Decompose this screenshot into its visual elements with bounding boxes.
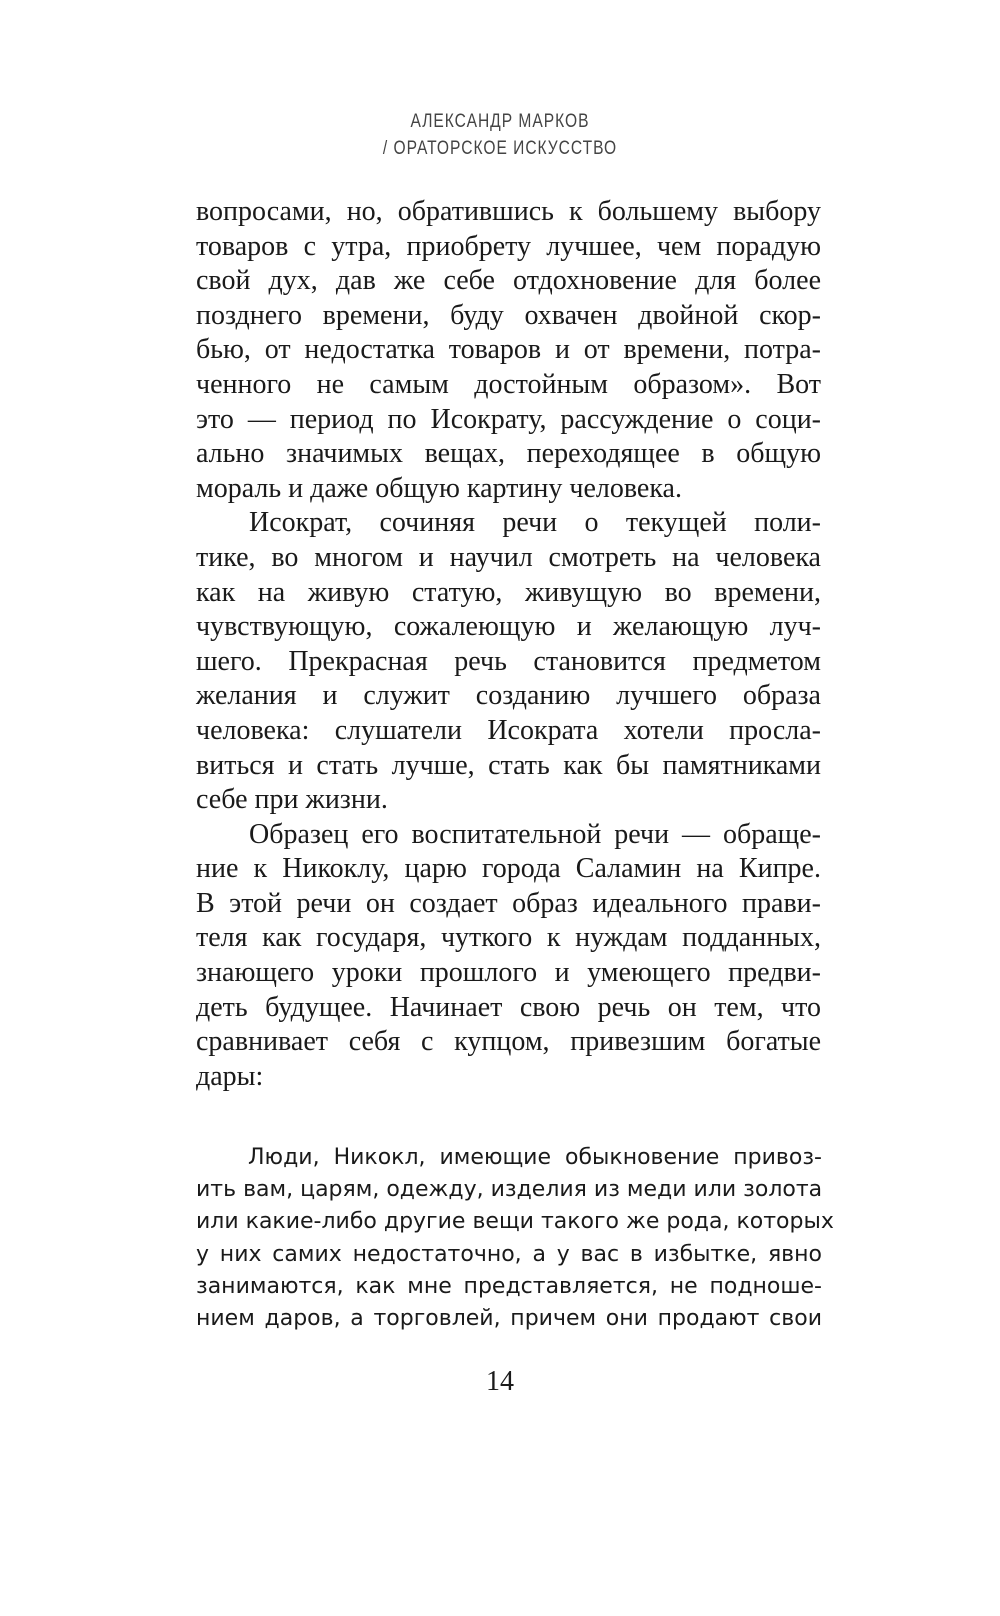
text-line: дары: bbox=[196, 1060, 264, 1092]
text-line: свой дух, дав же себе отдохновение для более bbox=[196, 265, 821, 297]
text-line: как на живую статую, живущую во времени, bbox=[196, 576, 821, 608]
text-line: деть будущее. Начинает свою речь он тем, что bbox=[196, 991, 821, 1023]
text-line: тике, во многом и научил смотреть на человека bbox=[196, 541, 821, 573]
page-number: 14 bbox=[486, 1366, 514, 1397]
text-line: ние к Никоклу, царю города Саламин на Кипре. bbox=[196, 853, 821, 885]
text-line: это — период по Исократу, рассуждение о соци- bbox=[196, 403, 821, 435]
text-line: Исократ, сочиняя речи о текущей поли- bbox=[249, 507, 821, 539]
text-line: знающего уроки прошлого и умеющего предви- bbox=[196, 957, 821, 989]
text-line: товаров с утра, приобрету лучшее, чем порадую bbox=[196, 230, 821, 262]
running-head-author: АЛЕКСАНДР МАРКОВ bbox=[410, 111, 590, 132]
text-line: ально значимых вещах, переходящее в общую bbox=[196, 438, 821, 470]
quote-line: или какие-либо другие вещи такого же рода, которых bbox=[196, 1209, 834, 1235]
text-line: сравнивает себя с купцом, привезшим богатые bbox=[196, 1026, 821, 1058]
text-line: шего. Прекрасная речь становится предметом bbox=[196, 645, 821, 677]
text-line: человека: слушатели Исократа хотели просла- bbox=[196, 714, 821, 746]
running-head-book-title: / ОРАТОРСКОЕ ИСКУССТВО bbox=[382, 138, 618, 159]
text-line: бью, от недостатка товаров и от времени, потра- bbox=[196, 334, 821, 366]
paragraph-1 bbox=[196, 195, 821, 506]
quote-line: ить вам, царям, одежду, изделия из меди или золота bbox=[196, 1177, 823, 1203]
text-line: виться и стать лучше, стать как бы памятниками bbox=[196, 749, 821, 781]
text-line: себе при жизни. bbox=[196, 784, 388, 816]
text-line: ченного не самым достойным образом». Вот bbox=[196, 368, 821, 400]
quote-line: Люди, Никокл, имеющие обыкновение привоз- bbox=[248, 1145, 822, 1170]
text-line: В этой речи он создает образ идеального прави- bbox=[196, 887, 821, 919]
text-line: вопросами, но, обратившись к большему выбору bbox=[196, 196, 821, 227]
text-line: Образец его воспитательной речи — обраще- bbox=[249, 818, 821, 850]
text-line: мораль и даже общую картину человека. bbox=[196, 472, 682, 504]
paragraph-2 bbox=[196, 506, 821, 817]
quote-line: нием даров, а торговлей, причем они продают свои bbox=[196, 1306, 822, 1332]
text-line: желания и служит созданию лучшего образа bbox=[196, 680, 821, 712]
quote-line: у них самих недостаточно, а у вас в избытке, явно bbox=[196, 1241, 822, 1267]
text-line: теля как государя, чуткого к нуждам подданных, bbox=[196, 922, 821, 954]
block-quote bbox=[196, 1142, 834, 1335]
text-line: позднего времени, буду охвачен двойной скор- bbox=[196, 299, 821, 331]
running-head bbox=[0, 108, 1000, 162]
main-text bbox=[196, 195, 821, 1094]
text-line: чувствующую, сожалеющую и желающую луч- bbox=[196, 611, 821, 643]
quote-line: занимаются, как мне представляется, не подноше- bbox=[196, 1273, 822, 1299]
paragraph-3 bbox=[196, 818, 821, 1095]
